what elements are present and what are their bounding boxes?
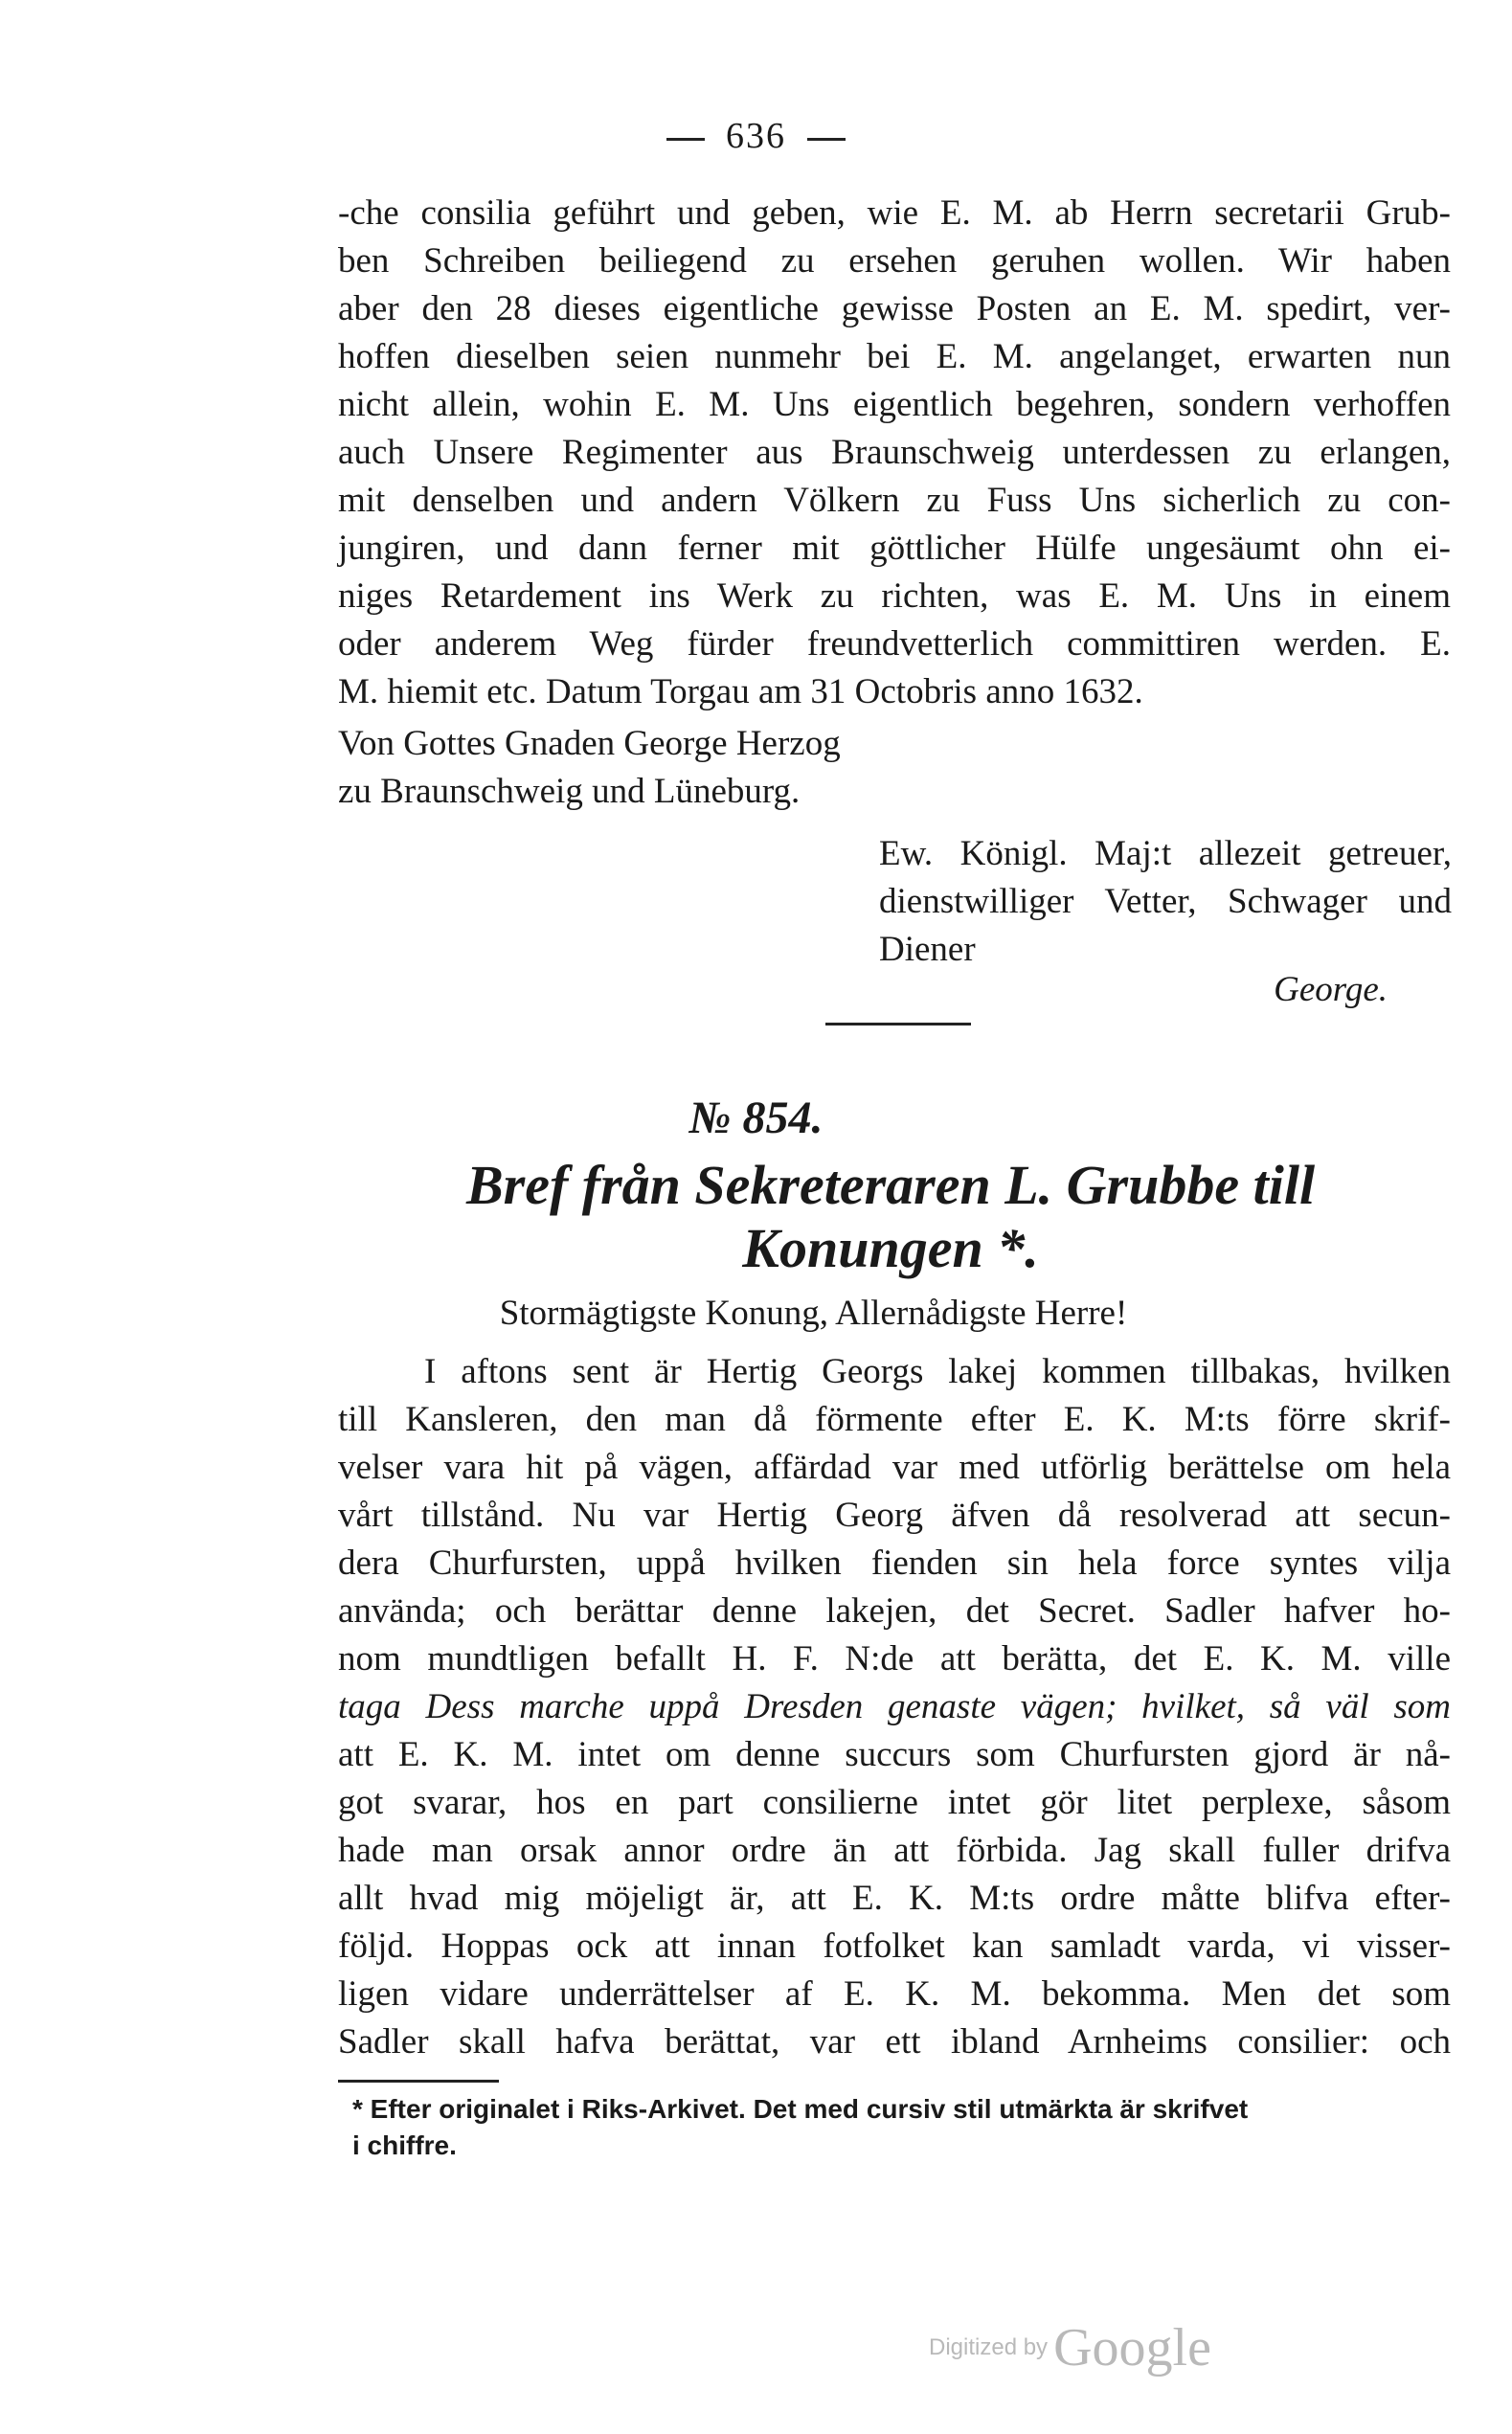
text-line: oder anderem Weg fürder freundvetterlich committiren werden. E.	[338, 624, 1451, 664]
text-line: mit denselben und andern Völkern zu Fuss Uns sicherlich zu con-	[338, 481, 1451, 520]
closing-block	[879, 830, 1452, 974]
sender-line: zu Braunschweig und Lüneburg.	[338, 772, 801, 811]
letter-paragraph-1	[338, 190, 1451, 716]
text-line: M. hiemit etc. Datum Torgau am 31 Octobris anno 1632.	[338, 672, 1143, 711]
text-line: använda; och berättar denne lakejen, det Secret. Sadler hafver ho-	[338, 1591, 1451, 1631]
watermark-prefix: Digitized by	[929, 2334, 1049, 2360]
document-title-line: Konungen *.	[742, 1217, 1039, 1279]
footnote-line: i chiffre.	[352, 2130, 457, 2160]
text-line: niges Retardement ins Werk zu richten, was E. M. Uns in einem	[338, 576, 1451, 616]
footnote-line: * Efter originalet i Riks-Arkivet. Det med cursiv stil utmärkta är skrifvet	[352, 2094, 1249, 2124]
text-line: ben Schreiben beiliegend zu ersehen geruhen wollen. Wir haben	[338, 241, 1451, 281]
text-line: vårt tillstånd. Nu var Hertig Georg äfven då resolverad att secun-	[338, 1496, 1451, 1535]
text-line: till Kansleren, den man då förmente efter E. K. M:ts förre skrif-	[338, 1400, 1451, 1439]
footnote-divider	[338, 2080, 499, 2083]
text-line: Sadler skall hafva berättat, var ett ibland Arnheims consilier: och	[338, 2022, 1451, 2062]
text-line: aber den 28 dieses eigentliche gewisse Posten an E. M. spedirt, ver-	[338, 289, 1451, 328]
google-logo: Google	[1053, 2318, 1211, 2378]
closing-line: Ew. Königl. Maj:t allezeit getreuer,	[879, 834, 1452, 873]
text-line: allt hvad mig möjeligt är, att E. K. M:ts ordre måtte blifva efter-	[338, 1879, 1451, 1918]
text-line: dera Churfursten, uppå hvilken fienden sin hela force syntes vilja	[338, 1544, 1451, 1583]
text-line: följd. Hoppas ock att innan fotfolket kan samladt varda, vi visser-	[338, 1927, 1451, 1966]
text-line: got svarar, hos en part consilierne intet gör litet perplexe, såsom	[338, 1783, 1451, 1822]
text-line: I aftons sent är Hertig Georgs lakej kommen tillbakas, hvilken	[424, 1352, 1451, 1391]
dash-left	[666, 138, 705, 141]
digitized-watermark	[929, 2317, 1211, 2378]
text-line: velser vara hit på vägen, affärdad var med utförlig berättelse om hela	[338, 1448, 1451, 1487]
page-number	[0, 115, 1512, 157]
text-line: nom mundtligen befallt H. F. N:de att berätta, det E. K. M. ville	[338, 1639, 1451, 1679]
sender-line: Von Gottes Gnaden George Herzog	[338, 724, 841, 763]
dash-right	[807, 138, 846, 141]
footnote	[352, 2091, 1452, 2164]
signature: George.	[1274, 970, 1388, 1009]
text-line: auch Unsere Regimenter aus Braunschweig unterdessen zu erlangen,	[338, 433, 1451, 472]
text-line: att E. K. M. intet om denne succurs som Churfursten gjord är nå-	[338, 1735, 1451, 1774]
sender-block	[338, 720, 841, 816]
letter-paragraph-2	[338, 1348, 1451, 2066]
section-divider	[825, 1023, 971, 1025]
text-line: jungiren, und dann ferner mit göttlicher Hülfe ungesäumt ohn ei-	[338, 529, 1451, 568]
closing-line: Diener	[879, 930, 976, 969]
document-number: № 854.	[688, 1093, 824, 1143]
document-title-line: Bref från Sekreteraren L. Grubbe till	[465, 1154, 1316, 1216]
document-title	[326, 1154, 1456, 1280]
text-line: hade man orsak annor ordre än att förbida. Jag skall fuller drifva	[338, 1831, 1451, 1870]
salutation: Stormägtigste Konung, Allernådigste Herre!	[499, 1294, 1128, 1333]
text-line: ligen vidare underrättelser af E. K. M. bekomma. Men det som	[338, 1974, 1451, 2014]
text-line: -che consilia geführt und geben, wie E. M. ab Herrn secretarii Grub-	[338, 193, 1451, 233]
text-line: nicht allein, wohin E. M. Uns eigentlich begehren, sondern verhoffen	[338, 385, 1451, 424]
page-number-text: 636	[726, 116, 786, 156]
text-line: hoffen dieselben seien nunmehr bei E. M. angelanget, erwarten nun	[338, 337, 1451, 376]
closing-line: dienstwilliger Vetter, Schwager und	[879, 882, 1452, 921]
text-line: taga Dess marche uppå Dresden genaste vägen; hvilket, så väl som	[338, 1687, 1451, 1726]
